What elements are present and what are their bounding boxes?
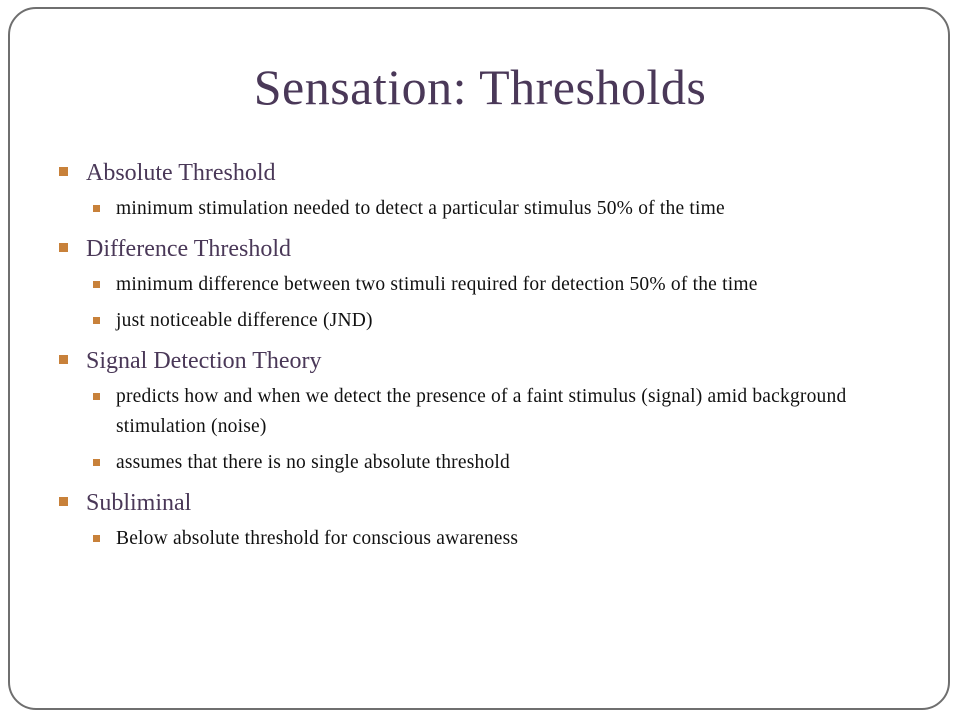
slide-title: Sensation: Thresholds: [253, 59, 707, 115]
bullet-subliminal: [56, 488, 896, 518]
bullet-heading: Difference Threshold: [86, 236, 292, 262]
sub-bullet-text: assumes that there is no single absolute threshold: [116, 452, 510, 473]
sub-bullet-text: minimum stimulation needed to detect a particular stimulus 50% of the time: [116, 198, 725, 219]
sub-bullet: [56, 306, 896, 336]
bullet-heading: Signal Detection Theory: [86, 348, 322, 374]
square-bullet-icon: [59, 167, 68, 176]
square-bullet-icon: [93, 459, 100, 466]
sub-bullet: [56, 270, 896, 300]
square-bullet-icon: [59, 243, 68, 252]
square-bullet-icon: [93, 535, 100, 542]
sub-bullet: [56, 524, 896, 554]
sub-bullet-text: predicts how and when we detect the presence of a faint stimulus (signal) amid background stimulation (noise): [116, 386, 847, 437]
bullet-heading: Subliminal: [86, 490, 192, 516]
sub-bullet-text: just noticeable difference (JND): [116, 310, 373, 331]
sub-bullet: [56, 382, 896, 442]
sub-bullet-text: minimum difference between two stimuli required for detection 50% of the time: [116, 274, 758, 295]
bullet-difference-threshold: [56, 234, 896, 264]
square-bullet-icon: [93, 317, 100, 324]
sub-bullet: [56, 194, 896, 224]
square-bullet-icon: [93, 205, 100, 212]
square-bullet-icon: [93, 393, 100, 400]
bullet-absolute-threshold: [56, 158, 896, 188]
bullet-list: [56, 158, 896, 554]
bullet-heading: Absolute Threshold: [86, 160, 276, 186]
square-bullet-icon: [59, 497, 68, 506]
square-bullet-icon: [59, 355, 68, 364]
sub-bullet-text: Below absolute threshold for conscious awareness: [116, 528, 519, 549]
square-bullet-icon: [93, 281, 100, 288]
sub-bullet: [56, 448, 896, 478]
bullet-signal-detection-theory: [56, 346, 896, 376]
